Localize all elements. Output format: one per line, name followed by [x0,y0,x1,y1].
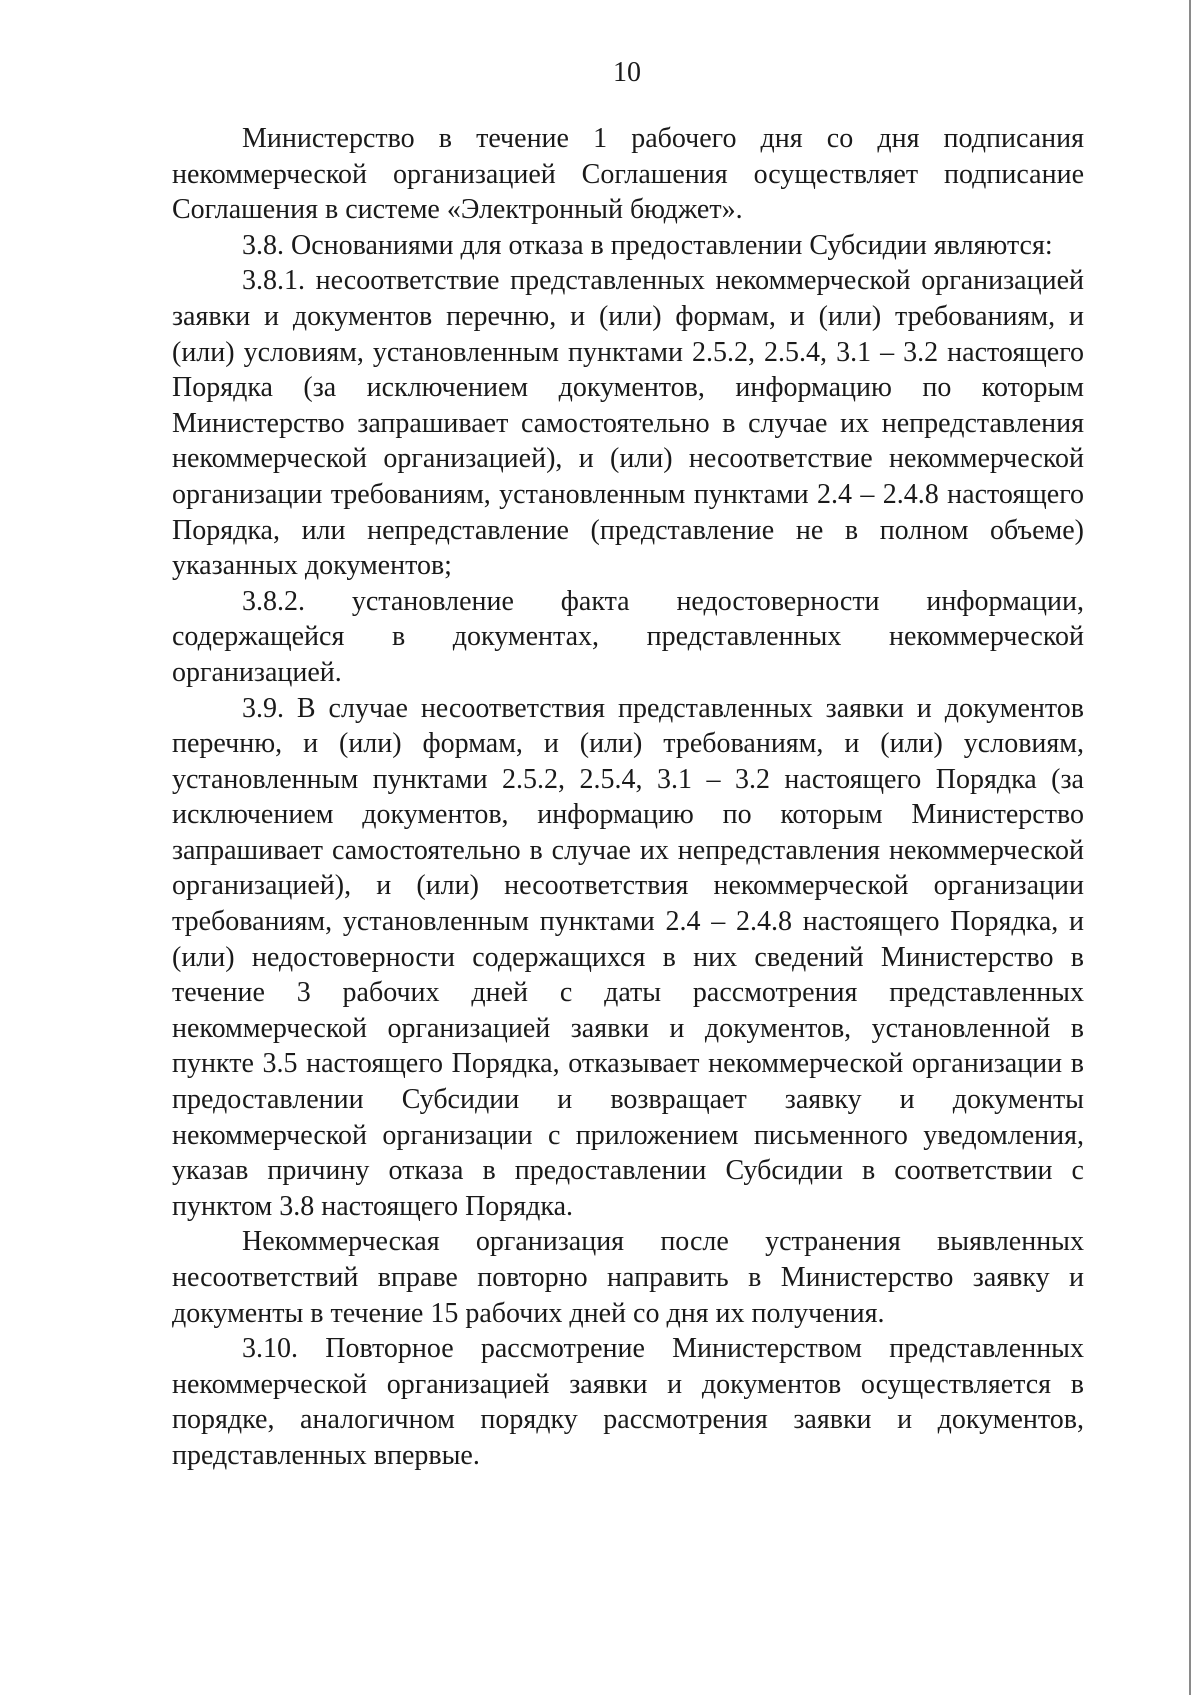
paragraph-3-8: 3.8. Основаниями для отказа в предоставлении Субсидии являются: [242,229,1053,261]
document-body [172,121,1084,1474]
paragraph-3-9: 3.9. В случае несоответствия представленных заявки и документов перечню, и (или) формам, и (или) требованиям, и (или) условиям, установленным пунктами 2.5.2, 2.5.4, 3.1 – 3.2 настоящего Порядка (за исключением документов, информацию по которым Министерство запрашивает самостоятельно в случае их непредставления некоммерческой организацией), и (или) несоответствия некоммерческой организации требованиям, установленным пунктами 2.4 – 2.4.8 настоящего Порядка, и (или) недостоверности содержащихся в них сведений Министерство в течение 3 рабочих дней с даты рассмотрения представленных некоммерческой организацией заявки и документов, установленной в пункте 3.5 настоящего Порядка, отказывает некоммерческой организации в предоставлении Субсидии и возвращает заявку и документы некоммерческой организации с приложением письменного уведомления, указав причину отказа в предоставлении Субсидии в соответствии с пунктом 3.8 настоящего Порядка. [172,692,1084,1222]
paragraph-resubmission: Некоммерческая организация после устранения выявленных несоответствий вправе повторно направить в Министерство заявку и документы в течение 15 рабочих дней со дня их получения. [172,1226,1084,1329]
paragraph-3-8-1: 3.8.1. несоответствие представленных некоммерческой организацией заявки и документов перечню, и (или) формам, и (или) требованиям, и (или) условиям, установленным пунктами 2.5.2, 2.5.4, 3.1 – 3.2 настоящего Порядка (за исключением документов, информацию по которым Министерство запрашивает самостоятельно в случае их непредставления некоммерческой организацией), и (или) несоответствие некоммерческой организации требованиям, установленным пунктами 2.4 – 2.4.8 настоящего Порядка, или непредставление (представление не в полном объеме) указанных документов; [172,265,1084,582]
page-number: 10 [613,57,641,88]
paragraph-3-8-2: 3.8.2. установление факта недостоверности информации, содержащейся в документах, представленных некоммерческой организацией. [172,585,1084,688]
paragraph-agreement-signing: Министерство в течение 1 рабочего дня со дня подписания некоммерческой организацией Соглашения осуществляет подписание Соглашения в системе «Электронный бюджет». [172,123,1084,226]
scan-edge-line [1189,0,1191,1695]
paragraph-3-10: 3.10. Повторное рассмотрение Министерством представленных некоммерческой организацией заявки и документов осуществляется в порядке, аналогичном порядку рассмотрения заявки и документов, представленных впервые. [172,1333,1084,1471]
